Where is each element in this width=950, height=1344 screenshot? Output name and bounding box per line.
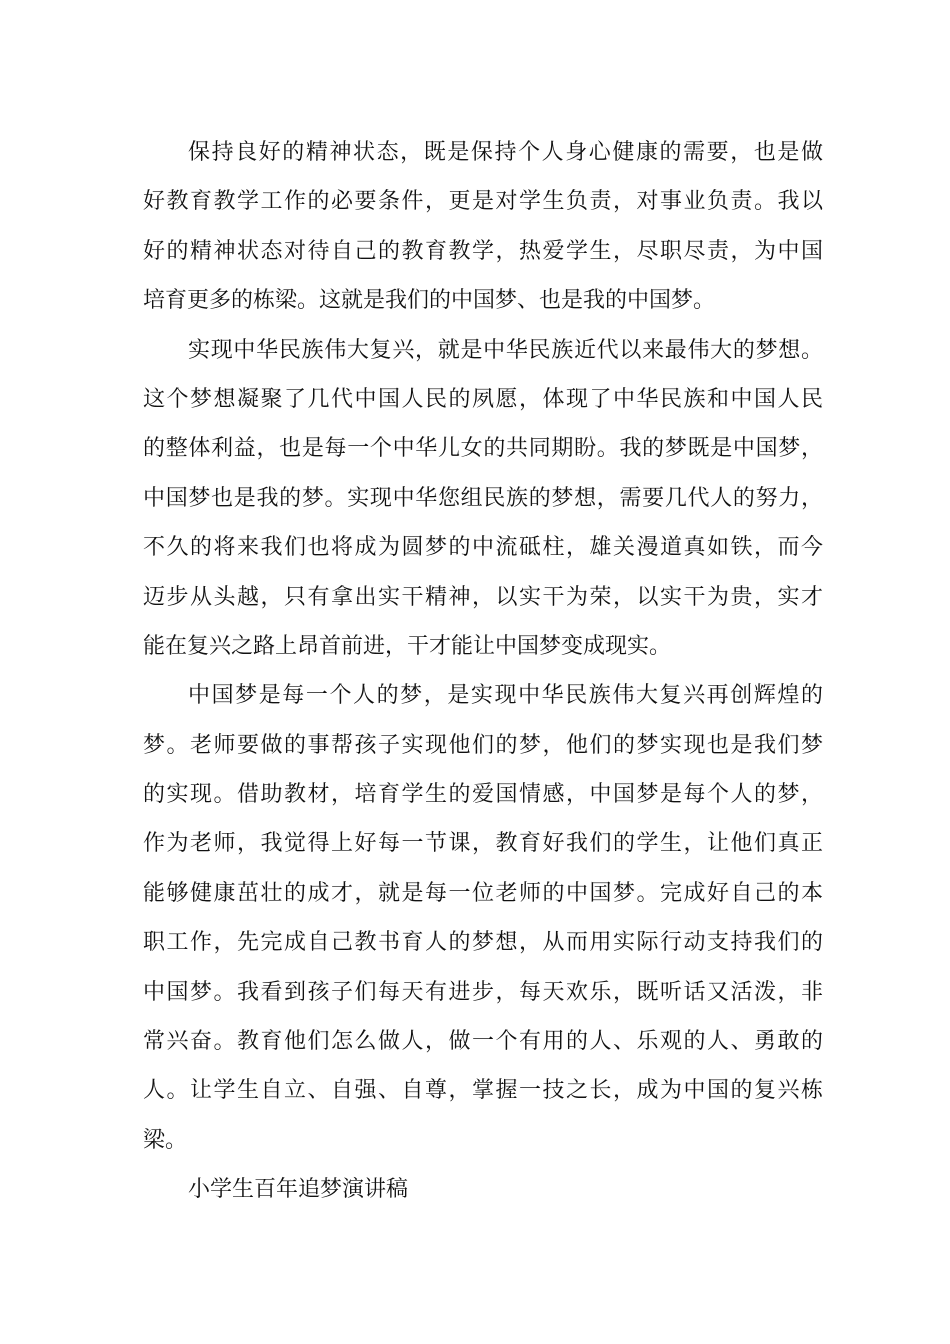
text-line: 人。让学生自立、自强、自尊，掌握一技之长，成为中国的复兴栋 xyxy=(143,1078,823,1104)
paragraph-2 xyxy=(143,326,823,672)
text-line: 能够健康茁壮的成才，就是每一位老师的中国梦。完成好自己的本 xyxy=(143,880,823,906)
paragraph-1 xyxy=(143,128,823,326)
text-line: 梦。老师要做的事帮孩子实现他们的梦，他们的梦实现也是我们梦 xyxy=(143,732,823,758)
paragraph-4 xyxy=(143,1165,823,1214)
text-line: 这个梦想凝聚了几代中国人民的夙愿，体现了中华民族和中国人民 xyxy=(143,386,823,412)
text-line: 迈步从头越，只有拿出实干精神，以实干为荣，以实干为贵，实才 xyxy=(143,584,823,610)
text-line: 实现中华民族伟大复兴，就是中华民族近代以来最伟大的梦想。 xyxy=(188,337,823,363)
text-line: 中国梦是每一个人的梦，是实现中华民族伟大复兴再创辉煌的 xyxy=(188,683,823,709)
paragraph-3 xyxy=(143,671,823,1165)
text-line: 中国梦。我看到孩子们每天有进步，每天欢乐，既听话又活泼，非 xyxy=(143,979,823,1005)
text-line: 的实现。借助教材，培育学生的爱国情感，中国梦是每个人的梦， xyxy=(143,782,823,808)
text-line: 好教育教学工作的必要条件，更是对学生负责，对事业负责。我以 xyxy=(143,189,823,215)
text-line: 中国梦也是我的梦。实现中华您组民族的梦想，需要几代人的努力， xyxy=(143,485,823,511)
text-line: 职工作，先完成自己教书育人的梦想，从而用实际行动支持我们的 xyxy=(143,930,823,956)
body-text xyxy=(143,128,823,1215)
text-line: 作为老师，我觉得上好每一节课，教育好我们的学生，让他们真正 xyxy=(143,831,823,857)
text-line: 培育更多的栋梁。这就是我们的中国梦、也是我的中国梦。 xyxy=(143,288,716,314)
text-line: 保持良好的精神状态，既是保持个人身心健康的需要，也是做 xyxy=(188,140,823,165)
text-line: 好的精神状态对待自己的教育教学，热爱学生，尽职尽责，为中国 xyxy=(143,238,823,264)
section-heading: 小学生百年追梦演讲稿 xyxy=(188,1177,409,1203)
text-line: 的整体利益，也是每一个中华儿女的共同期盼。我的梦既是中国梦， xyxy=(143,436,823,462)
text-line: 能在复兴之路上昂首前进，干才能让中国梦变成现实。 xyxy=(143,633,672,659)
text-line: 不久的将来我们也将成为圆梦的中流砥柱，雄关漫道真如铁，而今 xyxy=(143,535,823,561)
text-line: 梁。 xyxy=(143,1127,188,1153)
text-line: 常兴奋。教育他们怎么做人，做一个有用的人、乐观的人、勇敢的 xyxy=(143,1029,823,1055)
